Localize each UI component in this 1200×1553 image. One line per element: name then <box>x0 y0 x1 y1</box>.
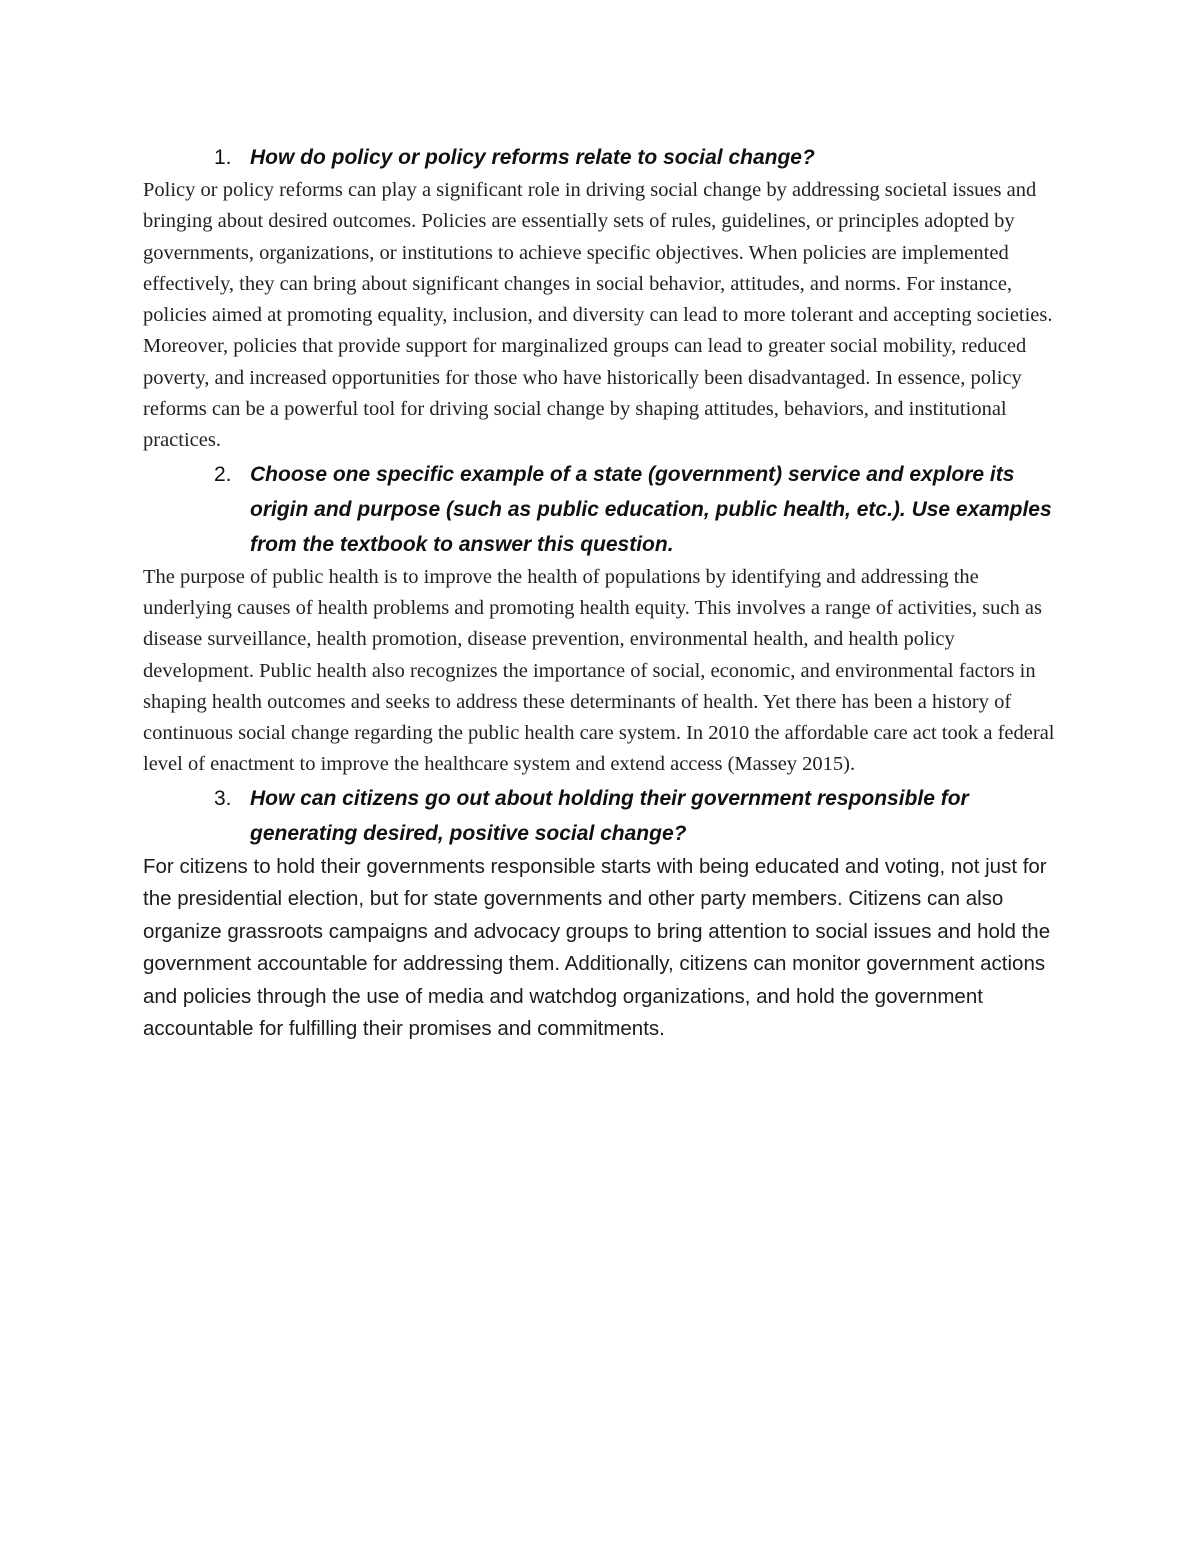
answer-1: Policy or policy reforms can play a significant role in driving social change by addressing societal issues and bringing about desired outcomes. Policies are essentially sets of rules, guidelines, or principles adopted by governments, organizations, or institutions to achieve specific objectives. When policies are implemented effectively, they can bring about significant changes in social behavior, attitudes, and norms. For instance, policies aimed at promoting equality, inclusion, and diversity can lead to more tolerant and accepting societies. Moreover, policies that provide support for marginalized groups can lead to greater social mobility, reduced poverty, and increased opportunities for those who have historically been disadvantaged. In essence, policy reforms can be a powerful tool for driving social change by shaping attitudes, behaviors, and institutional practices. <box>143 179 1053 452</box>
question-number: 1. <box>214 146 232 169</box>
document-page <box>143 138 1063 1046</box>
question-1 <box>214 140 1063 175</box>
question-text: How can citizens go out about holding their government responsible for generating desired, positive social change? <box>250 786 969 845</box>
answer-3: For citizens to hold their governments responsible starts with being educated and voting, not just for the presidential election, but for state governments and other party members. Citizens can also organize grassroots campaigns and advocacy groups to bring attention to social issues and hold the government accountable for addressing them. Additionally, citizens can monitor government actions and policies through the use of media and watchdog organizations, and hold the government accountable for fulfilling their promises and commitments. <box>143 854 1051 1041</box>
question-2 <box>214 457 1063 562</box>
question-text: How do policy or policy reforms relate to social change? <box>250 146 815 169</box>
question-3 <box>214 781 1063 851</box>
question-number: 2. <box>214 462 232 486</box>
question-number: 3. <box>214 786 232 810</box>
answer-2: The purpose of public health is to improve the health of populations by identifying and addressing the underlying causes of health problems and promoting health equity. This involves a range of activities, such as disease surveillance, health promotion, disease prevention, environmental health, and health policy development. Public health also recognizes the importance of social, economic, and environmental factors in shaping health outcomes and seeks to address these determinants of health. Yet there has been a history of continuous social change regarding the public health care system. In 2010 the affordable care act took a federal level of enactment to improve the healthcare system and extend access (Massey 2015). <box>143 565 1055 776</box>
question-text: Choose one specific example of a state (government) service and explore its origin and purpose (such as public education, public health, etc.). Use examples from the textbook to answer this question. <box>250 462 1052 556</box>
